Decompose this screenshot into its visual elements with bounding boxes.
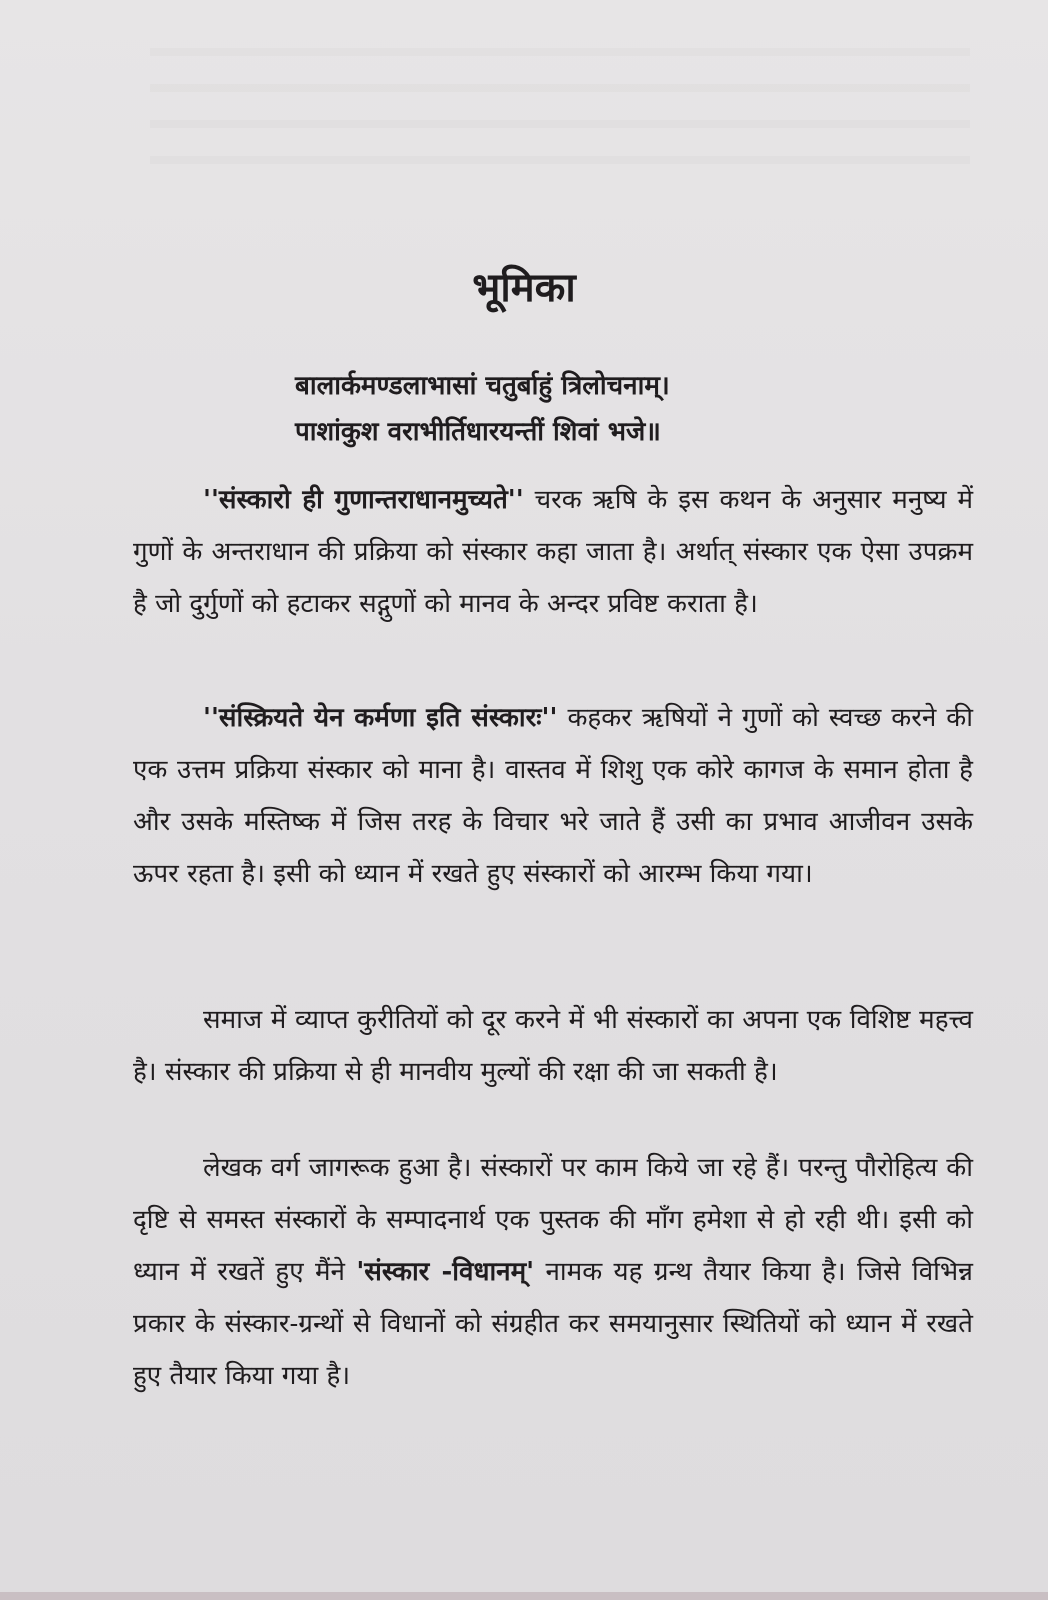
paragraph-1 (133, 474, 973, 630)
paragraph-4 (133, 1142, 973, 1402)
paragraph-3-text: समाज में व्याप्त कुरीतियों को दूर करने में भी संस्कारों का अपना एक विशिष्ट महत्त्व है। संस्कार की प्रक्रिया से ही मानवीय मुल्यों की रक्षा की जा सकती है। (133, 1005, 973, 1087)
paragraph-3 (133, 994, 973, 1098)
paragraph-4-text-after: नामक यह ग्रन्थ तैयार किया है। जिसे विभिन्न प्रकार के संस्कार-ग्रन्थों से विधानों को संग्रहीत कर समयानुसार स्थितियों को ध्यान में रखते हुए तैयार किया गया है। (133, 1257, 973, 1391)
book-title: 'संस्कार -विधानम्' (356, 1257, 535, 1287)
verse-line-1: बालार्कमण्डलाभासां चतुर्बाहुं त्रिलोचनाम्। (295, 371, 670, 401)
page-title: भूमिका (472, 264, 576, 311)
show-through-text (150, 20, 970, 180)
paragraph-2-text: कहकर ऋषियों ने गुणों को स्वच्छ करने की एक उत्तम प्रक्रिया संस्कार को माना है। वास्तव में शिशु एक कोरे कागज के समान होता है और उसके मस्तिष्क में जिस तरह के विचार भरे जाते हैं उसी का प्रभाव आजीवन उसके ऊपर रहता है। इसी को ध्यान में रखते हुए संस्कारों को आरम्भ किया गया। (133, 703, 973, 889)
paragraph-2 (133, 692, 973, 900)
paragraph-1-text: चरक ऋषि के इस कथन के अनुसार मनुष्य में गुणों के अन्तराधान की प्रक्रिया को संस्कार कहा जाता है। अर्थात् संस्कार एक ऐसा उपक्रम है जो दुर्गुणों को हटाकर सद्गुणों को मानव के अन्दर प्रविष्ट कराता है। (133, 485, 973, 619)
paragraph-4-text-before: लेखक वर्ग जागरूक हुआ है। संस्कारों पर काम किये जा रहे हैं। परन्तु पौरोहित्य की दृष्टि से समस्त संस्कारों के सम्पादनार्थ एक पुस्तक की माँग हमेशा से हो रही थी। इसी को ध्यान में रखतें हुए मैंने (133, 1153, 973, 1287)
paragraph-1-quote: ''संस्कारो ही गुणान्तराधानमुच्यते'' (203, 485, 524, 515)
page-bottom-edge (0, 1592, 1048, 1600)
paragraph-2-quote: ''संस्क्रियते येन कर्मणा इति संस्कारः'' (203, 703, 558, 733)
verse-line-2: पाशांकुश वराभीर्तिधारयन्तीं शिवां भजे॥ (295, 417, 661, 447)
